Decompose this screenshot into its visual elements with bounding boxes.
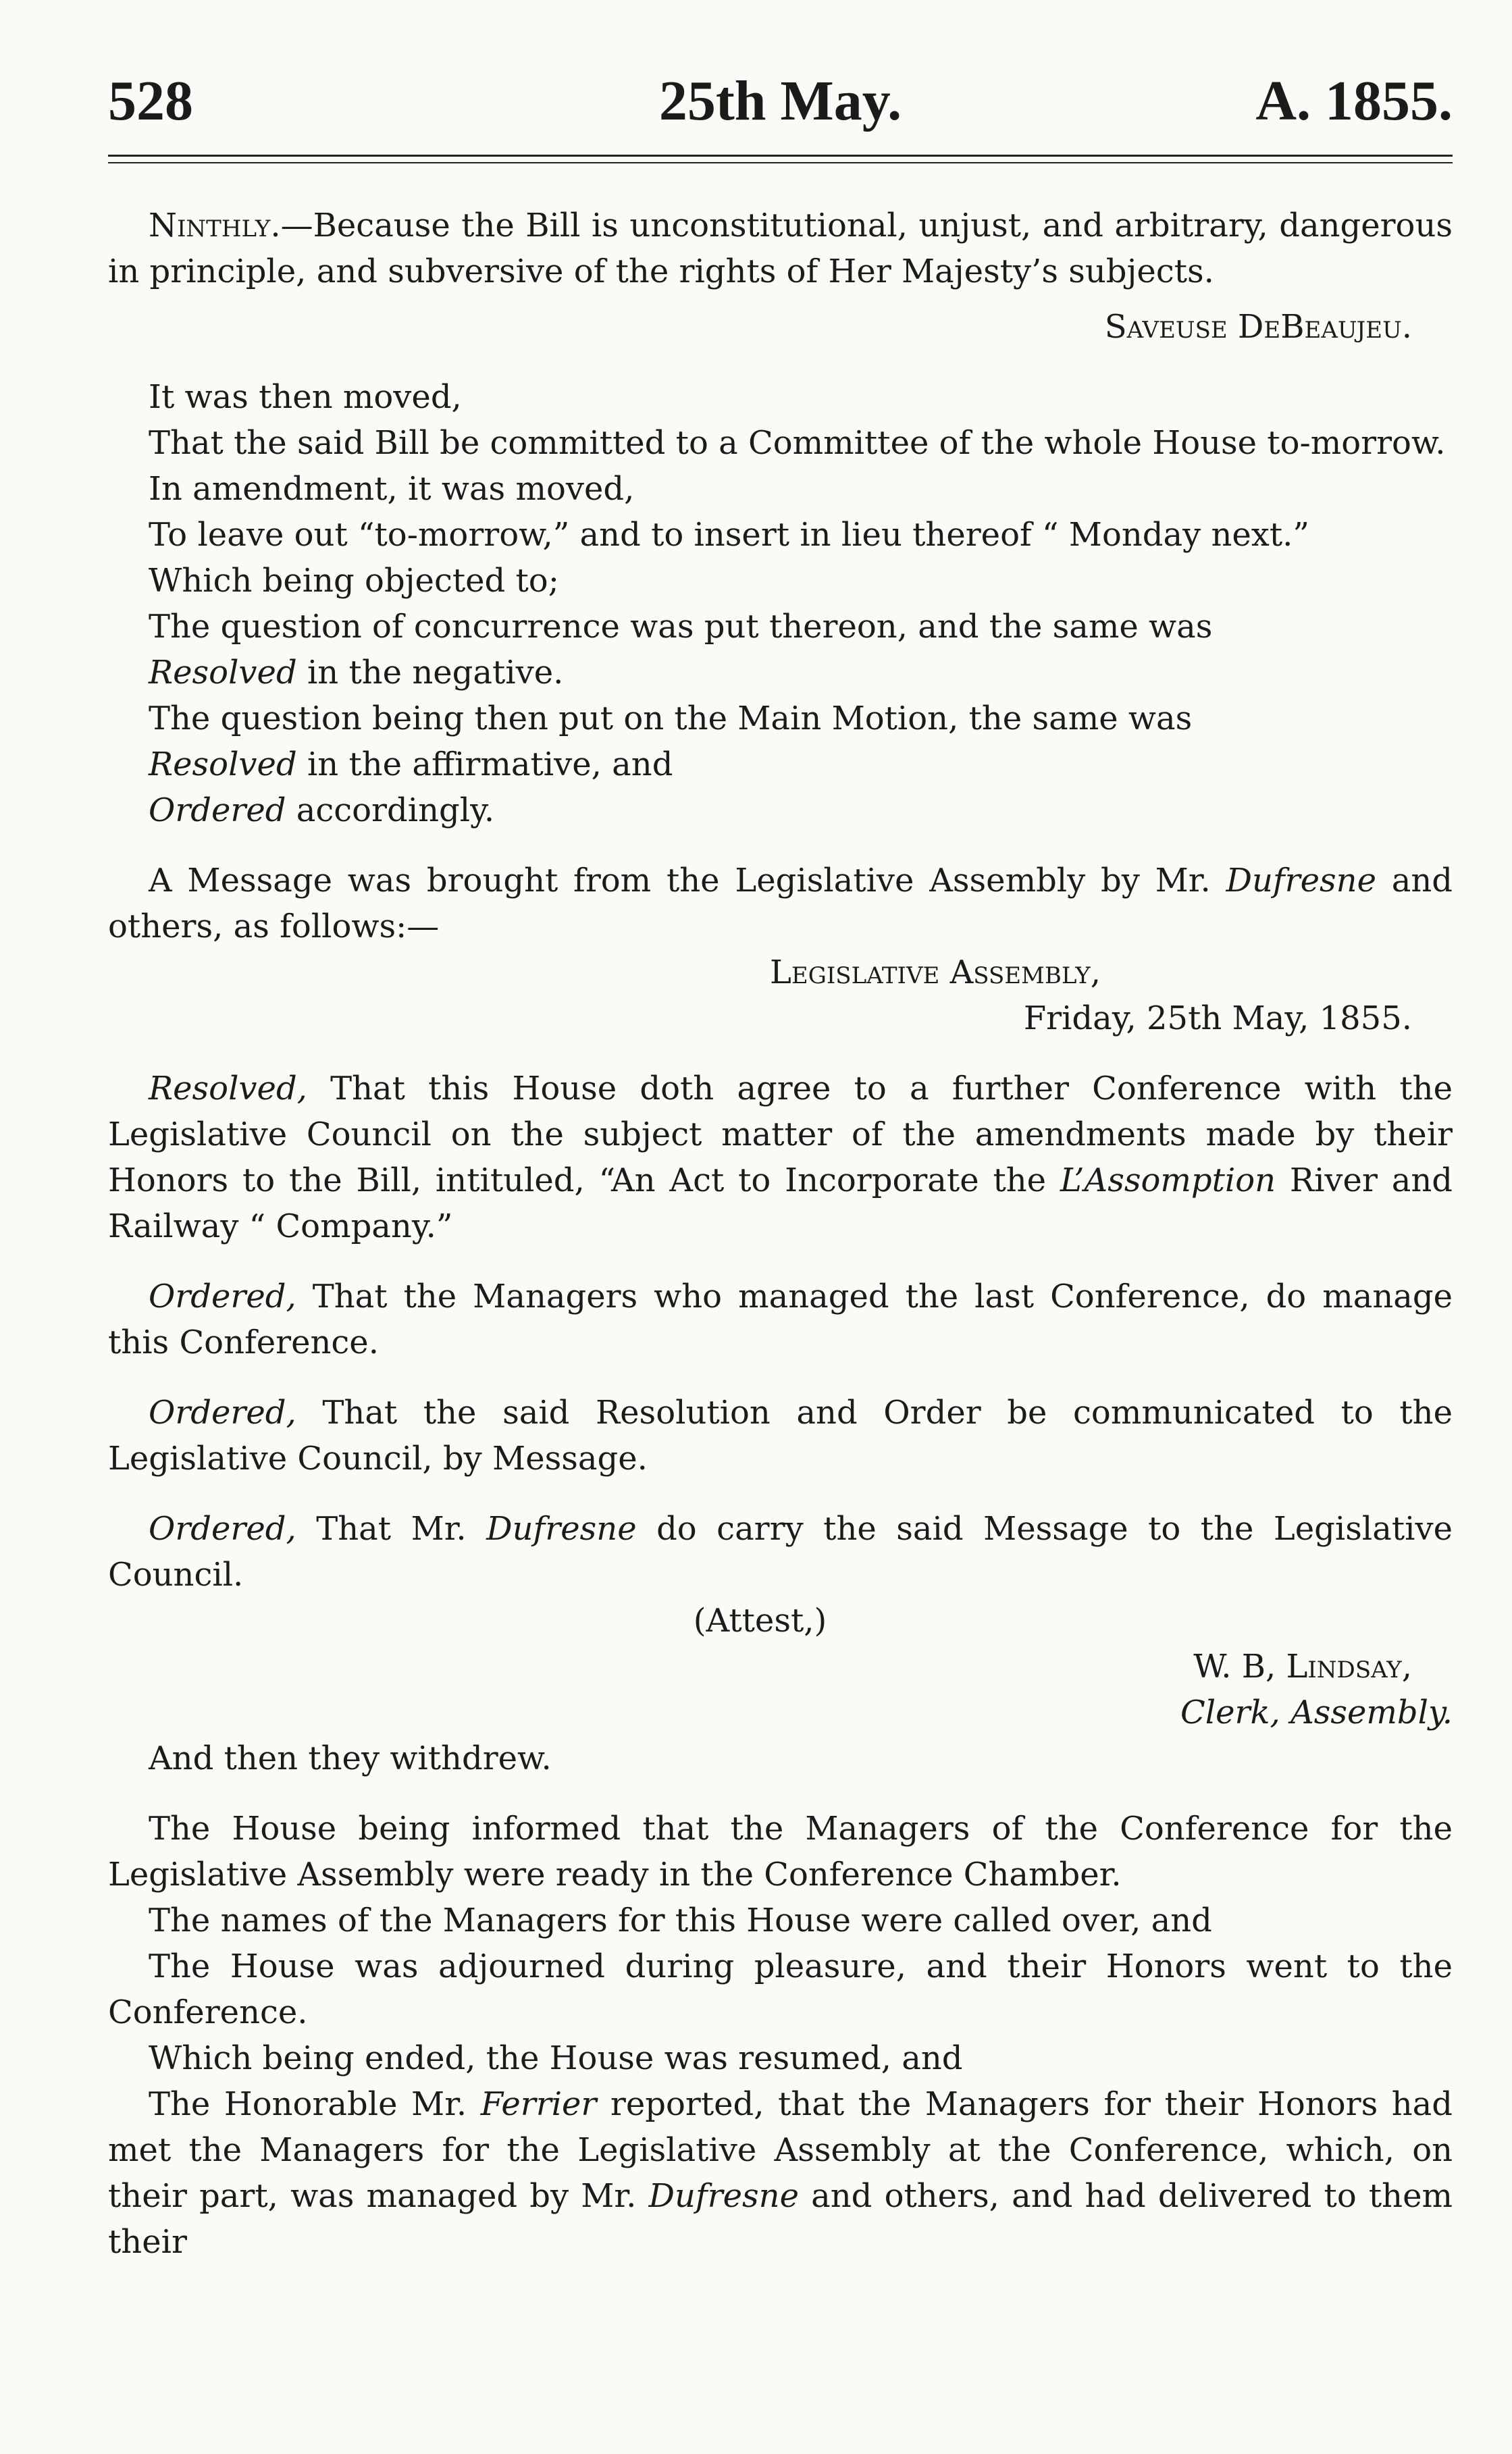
resolved-italic: Resolved: [149, 654, 297, 691]
ordered-text: That the Managers who managed the last Conference, do manage this Conference.: [108, 1278, 1453, 1361]
resolved-text-end: River and Railway “ Company.”: [108, 1161, 1453, 1245]
motion-line: In amendment, it was moved,: [149, 470, 635, 508]
clerk-title-text: Clerk, Assembly.: [1180, 1694, 1453, 1731]
attest: (Attest,): [693, 1602, 827, 1640]
member-name: Dufresne: [486, 1510, 637, 1548]
signature-debeaujeu: Saveuse DeBeaujeu.: [1104, 308, 1412, 346]
motion-line: To leave out “to-morrow,” and to insert in lieu thereof “ Monday next.”: [149, 516, 1309, 554]
withdrew-line: And then they withdrew.: [149, 1740, 552, 1777]
ordered-italic: Ordered: [149, 791, 286, 829]
resolved-text: That this House doth agree to a further Conference with the Legislative Council on the subject matter of the amendments made by their Honors to the Bill, intituled, “An Act to Incorporate the: [108, 1070, 1453, 1199]
assembly-heading: Legislative Assembly,: [770, 954, 1101, 991]
ordered-paragraph-1: [108, 1274, 1453, 1365]
main-motion-line: The question being then put on the Main Motion, the same was: [149, 700, 1193, 737]
negative-line: [149, 650, 1453, 696]
affirmative-text: in the affirmative, and: [296, 746, 673, 783]
resolved-italic: Resolved: [149, 746, 297, 783]
ferrier-text: The Honorable Mr.: [149, 2085, 481, 2123]
header-date: 25th May.: [658, 70, 902, 132]
header-year: A. 1855.: [1255, 70, 1453, 132]
ordered-text: That the said Resolution and Order be communicated to the Legislative Council, by Message.: [108, 1394, 1453, 1478]
clerk-name: W. B, Lindsay,: [1193, 1648, 1412, 1686]
member-name: Dufresne: [648, 2177, 799, 2215]
motion-line: It was then moved,: [149, 378, 462, 416]
resolved-paragraph: [108, 1066, 1453, 1249]
motion-line: Which being objected to;: [149, 562, 559, 600]
adjourned-paragraph: The House was adjourned during pleasure, and their Honors went to the Conference.: [108, 1948, 1453, 2031]
house-informed-paragraph: The House being informed that the Managers of the Conference for the Legislative Assembly were ready in the Conference Chamber.: [108, 1810, 1453, 1894]
motion-block: [108, 374, 1453, 833]
ordered-italic: Ordered,: [149, 1278, 296, 1315]
message-intro: [108, 858, 1453, 949]
ferrier-text-mid: reported, that the Managers for their Honors had met the Managers for the Legislative Assembly at the Conference, which, on their part, was managed by Mr.: [108, 2085, 1453, 2215]
ordered-italic: Ordered,: [149, 1394, 296, 1432]
message-text-end: and others, as follows:—: [108, 862, 1453, 945]
negative-text: in the negative.: [296, 654, 564, 691]
page-number: 528: [108, 70, 193, 132]
resumed-line: Which being ended, the House was resumed, and: [149, 2039, 963, 2077]
page-body: [108, 203, 1453, 2265]
header-rule: [108, 155, 1453, 157]
ferrier-text-end: and others, and had delivered to them their: [108, 2177, 1453, 2261]
ninthly-lead: Ninthly.: [149, 207, 281, 244]
ordered-text-end: do carry the said Message to the Legislative Council.: [108, 1510, 1453, 1594]
resolved-italic: Resolved,: [149, 1070, 307, 1107]
header-rule-secondary: [108, 162, 1453, 163]
ferrier-paragraph: [108, 2081, 1453, 2265]
running-header: [108, 64, 1453, 138]
company-name: L’Assomption: [1060, 1161, 1276, 1199]
affirmative-line: [149, 741, 1453, 787]
ninthly-paragraph: [108, 203, 1453, 294]
motion-line: That the said Bill be committed to a Committee of the whole House to-morrow.: [149, 424, 1446, 462]
assembly-date: Friday, 25th May, 1855.: [1023, 999, 1412, 1037]
ordered-line: [149, 787, 1453, 833]
ordered-paragraph-2: [108, 1390, 1453, 1482]
ordered-italic: Ordered,: [149, 1510, 296, 1548]
ordered-text: accordingly.: [286, 791, 495, 829]
member-name: Dufresne: [1226, 862, 1376, 899]
clerk-title: [108, 1690, 1453, 1735]
ordered-paragraph-3: [108, 1506, 1453, 1598]
ordered-text: That Mr.: [296, 1510, 487, 1548]
names-called-line: The names of the Managers for this House were called over, and: [149, 1902, 1212, 1939]
ninthly-text: —Because the Bill is unconstitutional, unjust, and arbitrary, dangerous in principle, and subversive of the rights of Her Majesty’s subjects.: [108, 207, 1453, 290]
message-text: A Message was brought from the Legislative Assembly by Mr.: [149, 862, 1226, 899]
member-name: Ferrier: [480, 2085, 597, 2123]
motion-line: The question of concurrence was put thereon, and the same was: [149, 608, 1213, 646]
